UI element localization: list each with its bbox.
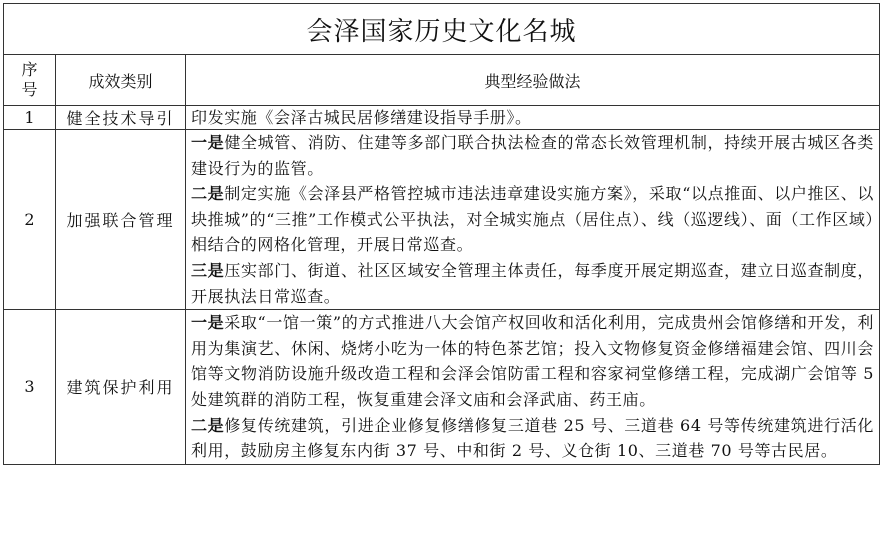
paragraph-text: 修复传统建筑，引进企业修复修缮修复三道巷 25 号、三道巷 64 号等传统建筑进行活化利用，鼓励房主修复东内街 37 号、中和街 2 号、义仓街 10、三道巷 70 号等古民居。 bbox=[191, 415, 875, 461]
practice-paragraph bbox=[191, 107, 874, 129]
practice-paragraph bbox=[191, 413, 874, 464]
row-seq: 2 bbox=[4, 130, 56, 310]
row-seq: 3 bbox=[4, 310, 56, 465]
header-row bbox=[4, 55, 880, 106]
row-seq: 1 bbox=[4, 106, 56, 130]
paragraph-text: 健全城管、消防、住建等多部门联合执法检查的常态长效管理机制，持续开展古城区各类建设行为的监管。 bbox=[191, 133, 875, 178]
paragraph-lead: 二是 bbox=[191, 184, 225, 204]
header-seq-line2: 号 bbox=[21, 80, 38, 99]
row-practice bbox=[186, 106, 880, 130]
paragraph-text: 采取“一馆一策”的方式推进八大会馆产权回收和活化利用，完成贵州会馆修缮和开发，利用为集演艺、休闲、烧烤小吃为一体的特色茶艺馆；投入文物修复资金修缮福建会馆、四川会馆等文物消防设施升级改造工程和会泽会馆防雷工程和容家祠堂修缮工程，完成湖广会馆等 5 处建筑群的消防工程，恢复重建会泽文庙和会泽武庙、药王庙。 bbox=[191, 313, 875, 409]
paragraph-text: 印发实施《会泽古城民居修缮建设指导手册》。 bbox=[191, 107, 532, 127]
row-practice bbox=[186, 310, 880, 465]
paragraph-lead: 一是 bbox=[191, 133, 225, 152]
row-category: 建筑保护利用 bbox=[56, 310, 186, 465]
paragraph-lead: 二是 bbox=[191, 415, 225, 435]
header-seq bbox=[4, 55, 56, 106]
practice-paragraph bbox=[191, 181, 874, 258]
practice-paragraph bbox=[191, 310, 874, 412]
practice-paragraph bbox=[191, 258, 874, 309]
paragraph-lead: 三是 bbox=[191, 260, 225, 280]
row-category: 加强联合管理 bbox=[56, 130, 186, 310]
row-practice bbox=[186, 130, 880, 310]
table-row bbox=[4, 106, 880, 130]
table-title: 会泽国家历史文化名城 bbox=[4, 4, 880, 55]
header-practice: 典型经验做法 bbox=[186, 55, 880, 106]
table-row bbox=[4, 310, 880, 465]
row-category: 健全技术导引 bbox=[56, 106, 186, 130]
header-seq-line1: 序 bbox=[21, 60, 38, 79]
title-row bbox=[4, 4, 880, 55]
document-page bbox=[3, 3, 879, 533]
header-category: 成效类别 bbox=[56, 55, 186, 106]
table-row bbox=[4, 130, 880, 310]
paragraph-text: 制定实施《会泽县严格管控城市违法违章建设实施方案》，采取“以点推面、以户推区、以块推城”的“三推”工作模式公平执法，对全城实施点（居住点）、线（巡逻线）、面（工作区域）相结合的网格化管理，开展日常巡查。 bbox=[191, 184, 875, 255]
paragraph-lead: 一是 bbox=[191, 313, 225, 333]
paragraph-text: 压实部门、街道、社区区域安全管理主体责任，每季度开展定期巡查，建立日巡查制度，开展执法日常巡查。 bbox=[191, 260, 875, 306]
experience-table bbox=[3, 3, 880, 465]
practice-paragraph bbox=[191, 130, 874, 181]
